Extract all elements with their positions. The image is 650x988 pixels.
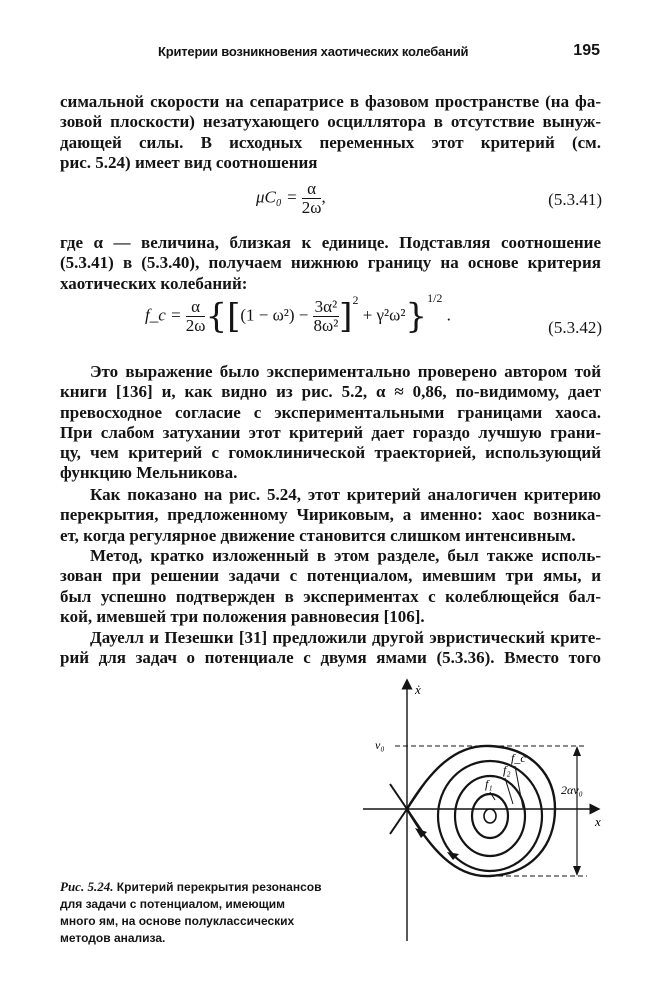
text-line: При слабом затухании этот критерий дает гораздо лучшую грани- [60, 422, 601, 442]
text-line: функцию Мельникова. [60, 463, 238, 483]
f1-label: f₁ [485, 777, 493, 791]
text-line: перекрытия, предложенному Чириковым, а именно: хаос возника- [60, 505, 601, 525]
fc-label: f_c [511, 751, 526, 765]
orbit-f1 [472, 794, 508, 838]
paragraph-3 [60, 362, 601, 484]
equation-lhs: μC₀ = [256, 187, 298, 207]
separatrix-curve [407, 746, 555, 876]
f2-label: f₂ [503, 763, 511, 777]
text-line: (5.3.41) в (5.3.40), получаем нижнюю границу на основе критерия [60, 253, 601, 273]
span-label: 2αv₀ [561, 783, 583, 797]
exponent: 1/2 [427, 290, 443, 305]
text-line: хаотических колебаний: [60, 273, 248, 293]
text-line: дающей силы. В исходных переменных этот критерий (см. [60, 132, 601, 152]
caption-text: Критерий перекрытия резонансов для задачи с потенциалом, имеющим много ям, на основе полуклассических методов анализа. [60, 880, 322, 945]
equation-inner: (1 − ω²) − [240, 305, 309, 325]
exponent: 2 [352, 292, 359, 307]
equation-comma: , [321, 187, 326, 207]
equation-period: . [446, 305, 451, 325]
equation-lhs: f_c = [145, 305, 182, 325]
figure-5-24-phase-portrait [355, 676, 615, 946]
fraction-numerator: α [302, 180, 322, 199]
text-line: зовой плоскости) незатухающего осциллятора в отсутствие вынуж- [60, 112, 601, 132]
text-line: кой, имевшей три положения равновесия [106]. [60, 606, 425, 626]
text-line: превосходное согласие с экспериментальными границами хаоса. [60, 402, 601, 422]
span-arrow-down [573, 866, 581, 876]
text-line: книги [136] и, как видно из рис. 5.2, α ≈ 0,86, по-видимому, дает [60, 382, 601, 402]
orbit-center [484, 809, 496, 823]
text-line: Метод, кратко изложенный в этом разделе, был также исполь- [90, 546, 601, 565]
text-line: был успешно подтвержден в экспериментах с колеблющейся бал- [60, 586, 601, 606]
page-number: 195 [573, 42, 600, 59]
fraction [186, 298, 206, 335]
running-header-title: Критерии возникновения хаотических колебаний [158, 44, 469, 59]
y-axis-label: ẋ [415, 682, 421, 697]
fraction-numerator: α [186, 298, 206, 317]
text-line: зован при решении задачи с потенциалом, имевшим три ямы, и [60, 566, 601, 586]
text-line: Как показано на рис. 5.24, этот критерий аналогичен критерию [90, 485, 601, 504]
text-line: где α — величина, близкая к единице. Подставляя соотношение [60, 233, 601, 252]
fraction-denominator: 8ω² [313, 316, 339, 335]
span-arrow-up [573, 746, 581, 756]
fraction [313, 298, 340, 335]
equation-number: (5.3.42) [548, 318, 602, 337]
v0-label: v₀ [375, 738, 385, 752]
text-line: Это выражение было экспериментально проверено автором той [90, 362, 601, 381]
figure-caption [60, 878, 322, 947]
x-axis-label: x [595, 814, 601, 829]
equation-number: (5.3.41) [548, 190, 602, 209]
fraction-denominator: 2ω [185, 316, 206, 335]
fraction [302, 180, 322, 217]
equation-term: + γ²ω² [362, 305, 406, 325]
text-line: цу, чем критерий с гомоклинической траекторией, использующий [60, 443, 601, 463]
equation-5-3-42: f_c = $\frac{\alpha}{2\omega}$ {[(1 − ω²) − $\frac{\text{3α²}}{\text{8ω²}}$ ]$^2$ + γ²ω²}$^{1/2}$ . [145, 290, 451, 337]
text-line: симальной скорости на сепаратрисе в фазовом пространстве (на фа- [60, 92, 601, 111]
text-line: рис. 5.24) имеет вид соотношения [60, 152, 318, 172]
paragraph-4 [60, 485, 601, 546]
paragraph-1 [60, 92, 601, 173]
paragraph-2 [60, 233, 601, 294]
paragraph-5 [60, 546, 601, 627]
fraction-denominator: 2ω [301, 198, 322, 217]
paragraph-6 [60, 628, 601, 669]
fraction-numerator: 3α² [314, 297, 338, 316]
caption-label: Рис. 5.24. [60, 879, 114, 894]
text-line: рий для задач о потенциале с двумя ямами (5.3.36). Вместо того [60, 648, 601, 668]
text-line: Дауелл и Пезешки [31] предложили другой эвристический крите- [90, 628, 601, 647]
equation-5-3-41 [256, 180, 326, 217]
text-line: ет, когда регулярное движение становится слишком интенсивным. [60, 525, 576, 545]
